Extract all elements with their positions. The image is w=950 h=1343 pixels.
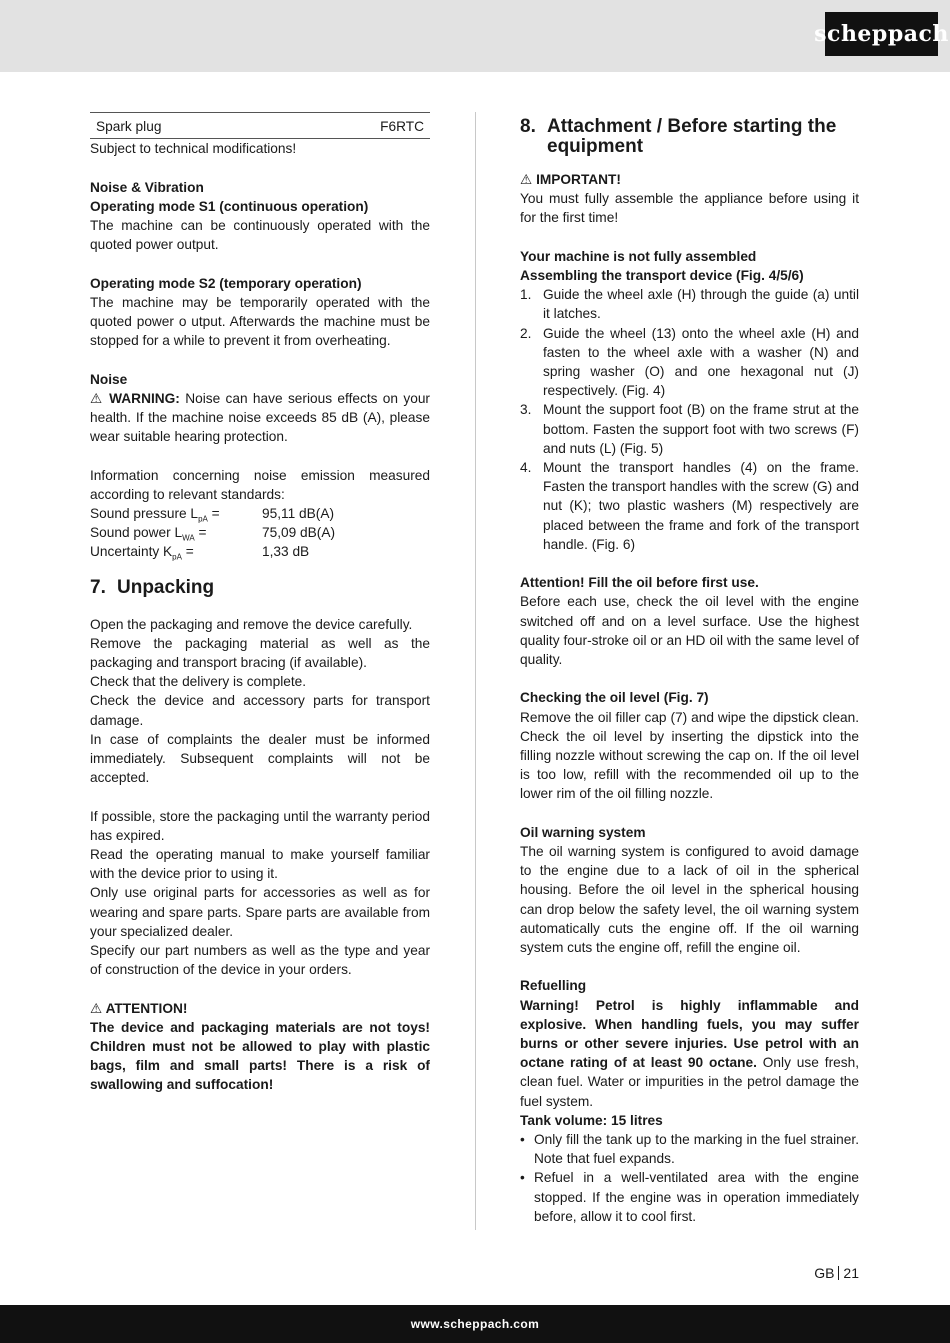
refuelling-text: Only use fresh, clean fuel. Water or impurities in the petrol damage the fuel system.: [520, 1055, 859, 1109]
important-label: ⚠ IMPORTANT!: [520, 172, 621, 187]
oil-attention-text: Before each use, check the oil level with the engine switched off and on a level surface. Use the highest quality four-stroke oil or an HD oil with the same level of quality.: [520, 594, 859, 668]
noise-heading: Noise: [90, 371, 128, 387]
refuel-bullets: [520, 1130, 859, 1226]
warning-label: ⚠ WARNING:: [90, 390, 180, 406]
list-item: • Refuel in a well-ventilated area with the engine stopped. If the engine was in operation immediately before, allow it to cool first.: [520, 1170, 859, 1224]
unpack-paragraph: Specify our part numbers as well as the type and year of construction of the device in your orders.: [90, 943, 430, 978]
list-item: 1. Guide the wheel axle (H) through the guide (a) until it latches.: [520, 287, 859, 322]
s1-text: The machine can be continuously operated with the quoted power output.: [90, 218, 430, 253]
left-column: [90, 112, 430, 1095]
oil-attention-heading: Attention! Fill the oil before first use.: [520, 575, 759, 591]
list-item: 3. Mount the support foot (B) on the frame strut at the bottom. Fasten the support foot with two screws (F) and nuts (L) (Fig. 5): [520, 402, 859, 456]
attention-label: ⚠ ATTENTION!: [90, 1000, 188, 1016]
s2-heading: Operating mode S2 (temporary operation): [90, 275, 362, 291]
section-7-heading: 7. Unpacking: [90, 576, 215, 598]
footer-bar: [0, 1305, 950, 1343]
subject-note: Subject to technical modifications!: [90, 141, 297, 157]
s1-heading: Operating mode S1 (continuous operation): [90, 198, 369, 214]
noise-vibration-heading: Noise & Vibration: [90, 179, 204, 195]
refuelling-paragraph: [520, 996, 859, 1111]
list-item: 4. Mount the transport handles (4) on the frame. Fasten the transport handles with the screw (G) and nut (K); two plastic washers (M) respectively are placed between the frame and fork of the transport handle. (Fig. 6): [520, 460, 859, 552]
spec-label: Spark plug: [96, 119, 162, 134]
check-oil-text: Remove the oil filler cap (7) and wipe the dipstick clean. Check the oil level by inserting the dipstick into the filling nozzle without screwing the cap on. If the oil level is too low, refill with the recommended oil up to the lower rim of the oil filling nozzle.: [520, 709, 859, 802]
brand-logo: scheppach: [825, 12, 938, 56]
measurement-row: Sound pressure $L_{pA}$ = 95,11 dB(A): [90, 506, 335, 524]
check-oil-heading: Checking the oil level (Fig. 7): [520, 690, 709, 706]
unpack-paragraph: Check that the delivery is complete.: [90, 674, 307, 690]
assembly-steps: [520, 285, 859, 554]
list-item: • Only fill the tank up to the marking in the fuel strainer. Note that fuel expands.: [520, 1132, 859, 1167]
unpack-paragraph: In case of complaints the dealer must be informed immediately. Subsequent complaints will not be accepted.: [90, 731, 430, 786]
header-band: [0, 0, 950, 72]
footer-url[interactable]: www.scheppach.com: [410, 1317, 540, 1331]
measurement-value: 95,11 dB(A): [262, 506, 335, 521]
right-column: [520, 112, 859, 1226]
noise-warning: [90, 389, 430, 447]
spec-value: F6RTC: [380, 119, 424, 134]
unpack-paragraph: Open the packaging and remove the device carefully.: [90, 616, 413, 632]
warning-text: Noise can have serious effects on your health. If the machine noise exceeds 85 dB (A), please wear suitable hearing protection.: [90, 390, 430, 445]
attention-text: The device and packaging materials are not toys! Children must not be allowed to play with plastic bags, film and small parts! There is a risk of swallowing and suffocation!: [90, 1019, 430, 1093]
unpack-paragraph: Only use original parts for accessories as well as for wearing and spare parts. Spare parts are available from your specialized dealer.: [90, 885, 430, 939]
oil-warning-text: The oil warning system is configured to avoid damage to the engine due to a lack of oil in the spherical housing. Before the oil level in the spherical housing can drop below the safety level, the oil warning system automatically cuts the engine off. If the oil warning system cuts the engine off, refill the engine oil.: [520, 844, 859, 956]
spec-row: [90, 112, 430, 139]
measurement-row: Uncertainty $K_{pA}$ = 1,33 dB: [90, 544, 310, 563]
measurement-value: 1,33 dB: [262, 544, 310, 560]
unpack-paragraph: Check the device and accessory parts for transport damage.: [90, 693, 430, 728]
unpack-paragraph: Read the operating manual to make yourself familiar with the device prior to using it.: [90, 847, 430, 882]
measurement-row: Sound power $L_{WA}$ = 75,09 dB(A): [90, 525, 336, 543]
list-item: 2. Guide the wheel (13) onto the wheel axle (H) and fasten to the wheel axle with a washer (N) and spring washer (O) and one hexagonal nut (J) respectively. (Fig. 4): [520, 325, 859, 399]
column-divider: [475, 112, 476, 1230]
page-number: GB 21: [814, 1265, 859, 1281]
unpack-paragraph: If possible, store the packaging until the warranty period has expired.: [90, 808, 430, 843]
s2-text: The machine may be temporarily operated with the quoted power o utput. Afterwards the machine must be stopped for a while to prevent it from overheating.: [90, 294, 430, 349]
refuelling-heading: Refuelling: [520, 978, 587, 994]
assembling-heading: Assembling the transport device (Fig. 4/5/6): [520, 268, 804, 283]
noise-info-text: Information concerning noise emission measured according to relevant standards:: [90, 467, 430, 502]
refuelling-warning: Warning! Petrol is highly inflammable and explosive. When handling fuels, you may suffer burns or other severe injuries. Use petrol with an octane rating of at least 90 octane.: [520, 997, 859, 1071]
section-8-heading: 8. Attachment / Before starting the equipment: [520, 116, 837, 157]
tank-volume: Tank volume: 15 litres: [520, 1112, 663, 1128]
measurement-value: 75,09 dB(A): [262, 525, 336, 541]
not-assembled-heading: Your machine is not fully assembled: [520, 248, 757, 264]
important-text: You must fully assemble the appliance before using it for the first time!: [520, 191, 859, 226]
oil-warning-heading: Oil warning system: [520, 824, 646, 840]
unpack-paragraph: Remove the packaging material as well as the packaging and transport bracing (if available).: [90, 635, 430, 671]
